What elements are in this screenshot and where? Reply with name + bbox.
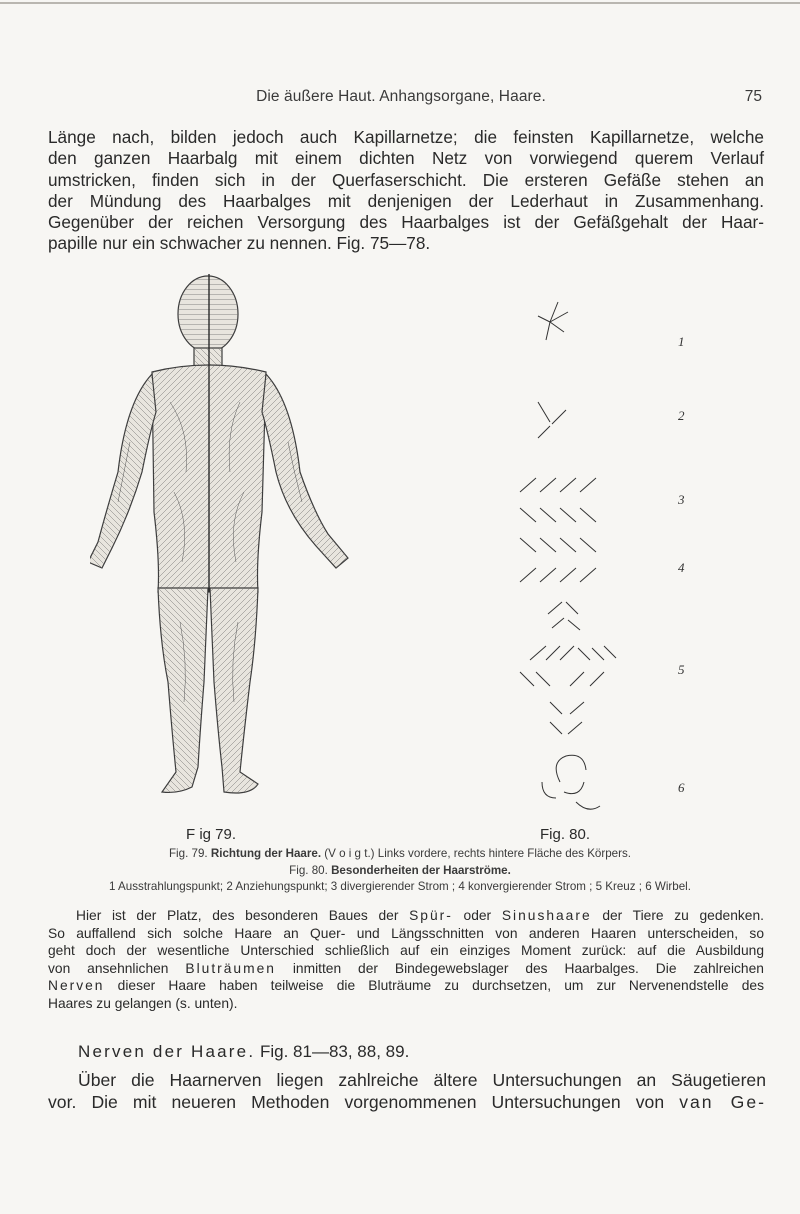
diagram-2-attraction-point	[538, 402, 566, 438]
text-line: Gegenüber der reichen Versorgung des Haarbalges ist der Gefäßgehalt der Haar-	[48, 212, 764, 233]
text-line: geht doch der wesentliche Unterschied schließlich auf ein einziges Moment zurück: auf die Ausbildung	[48, 943, 764, 959]
body-hair-direction-illustration	[90, 274, 348, 793]
text-line	[48, 1091, 766, 1113]
text-line: Länge nach, bilden jedoch auch Kapillarnetze; die feinsten Kapillarnetze, welche	[48, 127, 764, 147]
section-title: Nerven der Haare.	[78, 1042, 256, 1061]
text-line	[48, 960, 764, 978]
spaced-term: van Ge-	[679, 1092, 766, 1112]
text-segment: vor. Die mit neueren Methoden vorgenommenen Untersuchungen von	[48, 1092, 665, 1112]
diagram-5-cross	[520, 602, 616, 734]
running-title: Die äußere Haut. Anhangsorgane, Haare.	[256, 88, 546, 105]
top-rule	[0, 2, 800, 4]
text-line: Über die Haarnerven liegen zahlreiche ältere Untersuchungen an Säugetieren	[78, 1070, 766, 1090]
fig-79-label: F ig 79.	[186, 826, 237, 843]
paragraph-2	[48, 907, 764, 1013]
text-segment: inmitten der Bindegewebslager des Haarbalges. Die zahlreichen	[292, 960, 764, 976]
text-line: So auffallend sich solche Haare an Quer- und Längsschnitten von anderen Haaren unterscheiden, so	[48, 925, 764, 941]
diagram-1-radiation-point	[538, 302, 568, 340]
text-line: Haares zu gelangen (s. unten).	[48, 995, 238, 1011]
diagram-number: 4	[678, 560, 685, 575]
text-segment: dieser Haare haben teilweise die Bluträume zu durchsetzen, um zur Nervenendstelle des	[117, 978, 764, 994]
text-line: der Mündung des Haarbalges mit denjenigen der Lederhaut in Zusammenhang.	[48, 190, 764, 211]
text-segment: von ansehnlichen	[48, 960, 169, 976]
text-segment: Hier ist der Platz, des besonderen Baues der	[76, 908, 399, 923]
text-line	[48, 907, 764, 925]
caption-prefix: Fig. 80.	[289, 864, 328, 877]
caption-title: Richtung der Haare.	[210, 847, 322, 860]
diagram-number: 2	[678, 408, 685, 423]
caption-fig-80	[0, 864, 800, 877]
text-line: den ganzen Haarbalg mit einem dichten Netz von vorwiegend querem Verlauf	[48, 148, 764, 169]
figure-labels	[0, 826, 800, 846]
caption-prefix: Fig. 79.	[168, 847, 208, 860]
caption-title: Besonderheiten der Haarströme.	[331, 864, 511, 877]
section-heading	[78, 1042, 409, 1062]
text-line: umstricken, finden sich in der Querfaserschicht. Die ersteren Gefäße stehen an	[48, 169, 764, 190]
spaced-term: Nerven	[48, 978, 105, 994]
paragraph-3	[48, 1069, 766, 1113]
diagram-3-diverging-stream	[520, 478, 596, 522]
diagram-number: 5	[678, 662, 685, 677]
hair-stream-diagrams	[520, 302, 685, 809]
diagram-number: 6	[678, 780, 685, 795]
section-refs: Fig. 81—83, 88, 89.	[259, 1042, 410, 1061]
text-segment: der Tiere zu gedenken.	[602, 908, 764, 923]
running-header	[40, 88, 762, 110]
fig-80-label: Fig. 80.	[540, 826, 591, 843]
spaced-term: Spür-	[409, 908, 453, 923]
paragraph-1	[48, 127, 764, 255]
text-segment: oder	[463, 908, 492, 923]
spaced-term: Bluträumen	[185, 960, 276, 976]
caption-text: (V o i g t.) Links vordere, rechts hintere Fläche des Körpers.	[324, 847, 632, 860]
figure-79-80	[90, 262, 710, 837]
diagram-number: 3	[678, 492, 685, 507]
caption-fig-79	[0, 847, 800, 860]
caption-fig-80-legend: 1 Ausstrahlungspunkt; 2 Anziehungspunkt; 3 divergierender Strom ; 4 konvergierender Strom ; 5 Kreuz ; 6 Wirbel.	[109, 880, 691, 893]
page-number: 75	[744, 88, 762, 105]
diagram-4-converging-stream	[520, 538, 596, 582]
diagram-6-whorl	[542, 755, 600, 809]
text-line: papille nur ein schwacher zu nennen. Fig. 75—78.	[48, 233, 431, 254]
diagram-number: 1	[678, 334, 685, 349]
text-line	[48, 977, 764, 995]
spaced-term: Sinushaare	[501, 908, 592, 923]
